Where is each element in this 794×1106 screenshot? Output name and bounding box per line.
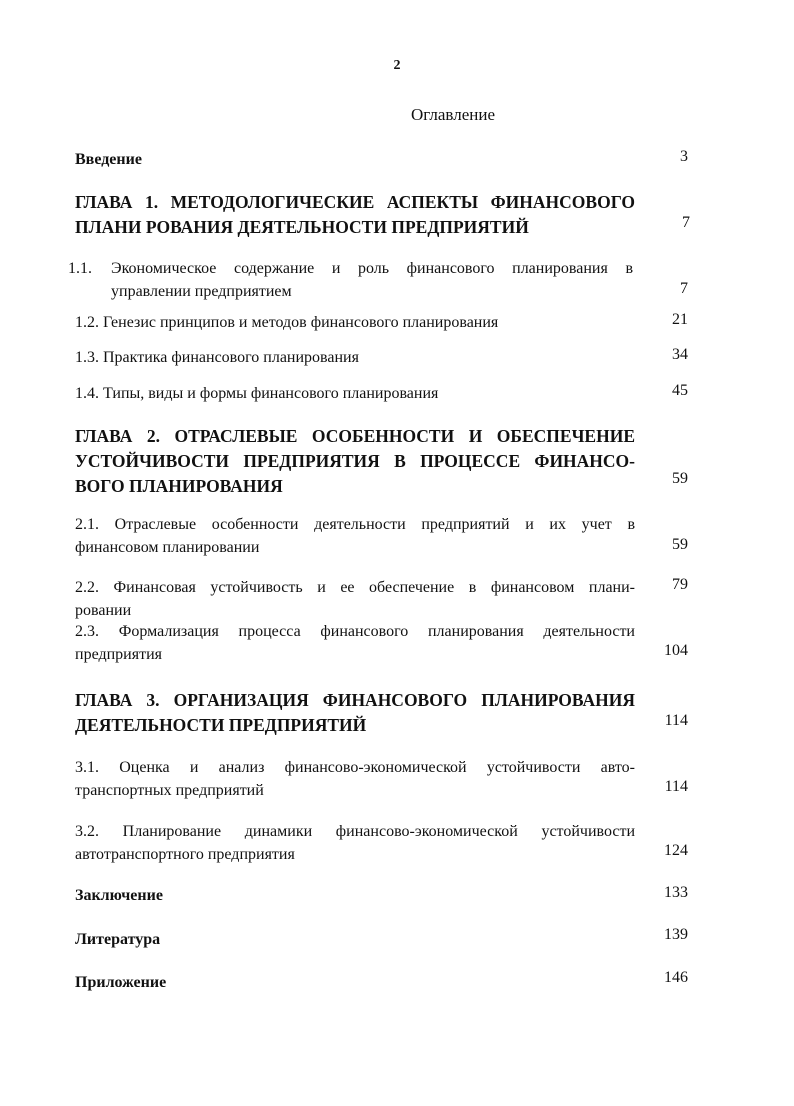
toc-appendix-page: 146 (664, 969, 688, 986)
toc-section-1-4-page: 45 (672, 382, 688, 399)
section-2-3-line-1: 2.3. Формализация процесса финансового планирования деятельности (75, 623, 635, 640)
section-1-1-line-2: управлении предприятием (111, 283, 292, 300)
chapter-2-line-2: УСТОЙЧИВОСТИ ПРЕДПРИЯТИЯ В ПРОЦЕССЕ ФИНАНСО- (75, 451, 635, 471)
toc-chapter-2 (75, 424, 635, 499)
toc-chapter-1 (75, 190, 635, 240)
toc-section-1-2-page: 21 (672, 311, 688, 328)
toc-literature-page: 139 (664, 926, 688, 943)
toc-intro-page: 3 (680, 148, 688, 165)
toc-chapter-2-page: 59 (672, 470, 688, 487)
section-2-3-line-2: предприятия (75, 646, 162, 663)
section-2-1-line-1: 2.1. Отраслевые особенности деятельности предприятий и их учет в (75, 516, 635, 533)
section-3-1-line-1: 3.1. Оценка и анализ финансово-экономической устойчивости авто- (75, 759, 635, 776)
toc-section-1-3-page: 34 (672, 346, 688, 363)
toc-section-1-1-page: 7 (680, 280, 688, 297)
toc-section-2-3-page: 104 (664, 642, 688, 659)
section-2-1-line-2: финансовом планировании (75, 539, 260, 556)
toc-section-1-2-title: 1.2. Генезис принципов и методов финансового планирования (75, 314, 499, 331)
toc-section-3-1-page: 114 (664, 778, 688, 795)
chapter-1-line-1: ГЛАВА 1. МЕТОДОЛОГИЧЕСКИЕ АСПЕКТЫ ФИНАНСОВОГО (75, 192, 635, 212)
toc-section-1-4-title: 1.4. Типы, виды и формы финансового планирования (75, 385, 439, 402)
toc-section-3-2 (75, 820, 635, 866)
toc-section-2-1 (75, 513, 635, 559)
toc-section-1-1-number: 1.1. (68, 260, 92, 277)
section-3-1-line-2: транспортных предприятий (75, 782, 264, 799)
toc-section-2-2-page: 79 (672, 576, 688, 593)
toc-heading: Оглавление (411, 105, 495, 124)
toc-intro-title: Введение (75, 151, 142, 168)
toc-section-2-1-page: 59 (672, 536, 688, 553)
chapter-1-line-2: ПЛАНИ РОВАНИЯ ДЕЯТЕЛЬНОСТИ ПРЕДПРИЯТИЙ (75, 217, 529, 237)
section-3-2-line-2: автотранспортного предприятия (75, 846, 295, 863)
toc-section-3-2-page: 124 (664, 842, 688, 859)
section-2-2-line-1: 2.2. Финансовая устойчивость и ее обеспечение в финансовом плани- (75, 579, 635, 596)
toc-conclusion-title: Заключение (75, 887, 163, 904)
chapter-2-line-3: ВОГО ПЛАНИРОВАНИЯ (75, 476, 283, 496)
toc-chapter-3 (75, 688, 635, 738)
chapter-3-line-1: ГЛАВА 3. ОРГАНИЗАЦИЯ ФИНАНСОВОГО ПЛАНИРОВАНИЯ (75, 690, 635, 710)
section-1-1-line-1: Экономическое содержание и роль финансового планирования в (111, 260, 633, 277)
page-number: 2 (393, 58, 401, 73)
toc-section-2-2 (75, 576, 635, 622)
section-3-2-line-1: 3.2. Планирование динамики финансово-экономической устойчивости (75, 823, 635, 840)
toc-chapter-1-page: 7 (682, 214, 690, 231)
toc-section-2-3 (75, 620, 635, 666)
toc-section-3-1 (75, 756, 635, 802)
toc-literature-title: Литература (75, 931, 161, 948)
toc-chapter-3-page: 114 (664, 712, 688, 729)
toc-appendix-title: Приложение (75, 974, 167, 991)
chapter-3-line-2: ДЕЯТЕЛЬНОСТИ ПРЕДПРИЯТИЙ (75, 715, 367, 735)
chapter-2-line-1: ГЛАВА 2. ОТРАСЛЕВЫЕ ОСОБЕННОСТИ И ОБЕСПЕЧЕНИЕ (75, 426, 635, 446)
section-2-2-line-2: ровании (75, 602, 132, 619)
toc-conclusion-page: 133 (664, 884, 688, 901)
toc-section-1-1 (111, 257, 633, 303)
toc-section-1-3-title: 1.3. Практика финансового планирования (75, 349, 359, 366)
